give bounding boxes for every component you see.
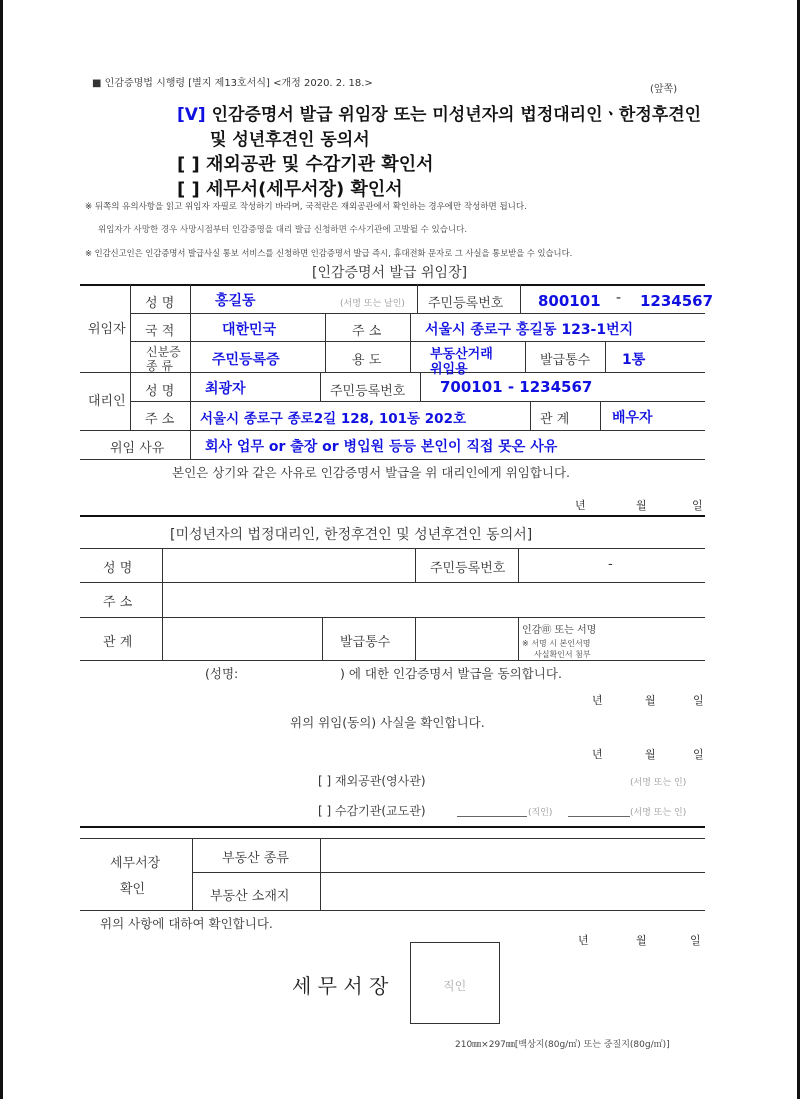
consent-relation-label: 관 계	[103, 635, 133, 650]
relation-value: 배우자	[612, 410, 653, 426]
copies-value: 1통	[622, 352, 646, 368]
consent-statement-prefix: (성명:	[205, 666, 239, 681]
row-divider	[192, 872, 705, 873]
form-reference: ■ 인감증명법 시행령 [별지 제13호서식] <개정 2020. 2. 18.>	[92, 78, 373, 89]
tax-day: 일	[690, 934, 701, 947]
reason-label: 위임 사유	[110, 441, 165, 456]
delegation-statement: 본인은 상기와 같은 사유로 인감증명서 발급을 위 대리인에게 위임합니다.	[172, 465, 571, 480]
address-label: 주 소	[352, 324, 382, 339]
delegation-day: 일	[692, 499, 703, 512]
prison-sign-line	[568, 816, 630, 817]
agent-label: 대리인	[88, 394, 126, 409]
relation-label: 관 계	[540, 412, 570, 427]
col-divider	[600, 401, 601, 430]
confirm-month: 월	[645, 748, 656, 761]
confirm-year: 년	[592, 748, 603, 761]
agent-name: 최광자	[205, 381, 246, 397]
embassy-checkbox-label: [ ] 재외공관(영사관)	[318, 774, 426, 788]
copies-label: 발급통수	[540, 353, 591, 368]
prison-name-line	[457, 816, 527, 817]
col-divider	[325, 313, 326, 372]
nationality-label: 국 적	[145, 324, 175, 339]
title1-checkbox: [V]	[177, 105, 206, 125]
paper-spec: 210㎜×297㎜[백상지(80g/㎡) 또는 중질지(80g/㎡)]	[455, 1040, 670, 1050]
row-divider	[80, 910, 705, 911]
title2-text: 재외공관 및 수감기관 확인서	[206, 154, 434, 175]
embassy-sign-hint: (서명 또는 인)	[630, 778, 687, 788]
col-divider	[322, 617, 323, 660]
col-divider	[190, 430, 191, 459]
seal-note-2: 사실확인서 첨부	[534, 650, 591, 659]
row-divider	[80, 548, 705, 549]
property-location-label: 부동산 소재지	[210, 889, 290, 904]
tax-month: 월	[636, 934, 647, 947]
official-seal-box	[410, 942, 500, 1024]
tax-year: 년	[578, 934, 589, 947]
seal-label: 인감㊞ 또는 서명	[522, 625, 597, 636]
consent-month: 월	[645, 694, 656, 707]
title-line1b: 및 성년후견인 동의서	[210, 130, 370, 150]
col-divider	[605, 341, 606, 372]
consent-rrn-label: 주민등록번호	[430, 561, 506, 576]
agent-name-label: 성 명	[145, 384, 175, 399]
row-divider	[130, 401, 705, 402]
nationality-value: 대한민국	[222, 322, 277, 338]
delegator-label: 위임자	[88, 322, 126, 337]
col-divider	[415, 617, 416, 660]
row-divider	[80, 430, 705, 431]
agent-rrn-label: 주민등록번호	[330, 384, 406, 399]
col-divider	[320, 838, 321, 910]
agent-address: 서울시 종로구 종로2길 128, 101동 202호	[200, 411, 467, 427]
confirm-statement: 위의 위임(동의) 사실을 확인합니다.	[290, 715, 485, 730]
address-value: 서울시 종로구 홍길동 123-1번지	[425, 322, 634, 338]
delegator-name: 홍길동	[215, 293, 256, 309]
row-divider	[80, 459, 705, 460]
purpose-label: 용 도	[352, 353, 382, 368]
col-divider	[190, 284, 191, 430]
page-side: (앞쪽)	[650, 84, 678, 95]
col-divider	[410, 313, 411, 372]
title-line3	[177, 175, 403, 201]
title-line2	[177, 150, 433, 176]
purpose-value-2: 위임용	[430, 362, 468, 377]
seal-note-1: ※ 서명 시 본인서명	[522, 639, 591, 648]
rrn-dash: -	[616, 290, 622, 306]
title1-text: 인감증명서 발급 위임장 또는 미성년자의 법정대리인ㆍ한정후견인	[211, 105, 702, 125]
property-type-label: 부동산 종류	[222, 851, 289, 866]
table-top-border	[80, 284, 705, 286]
title3-checkbox: [ ]	[177, 179, 200, 200]
col-divider	[518, 548, 519, 582]
consent-rrn-dash: -	[608, 557, 613, 572]
delegation-year: 년	[575, 499, 586, 512]
name-label: 성 명	[145, 296, 175, 311]
section-divider	[80, 515, 705, 517]
title-line1	[177, 100, 701, 125]
col-divider	[320, 372, 321, 401]
rrn-back: 1234567	[640, 292, 714, 310]
note-1: ※ 뒤쪽의 유의사항을 읽고 위임자 자필로 작성하기 바라며, 국적란은 재외공관에서 확인하는 경우에만 작성하면 됩니다.	[85, 202, 527, 212]
consent-copies-label: 발급통수	[340, 635, 391, 650]
col-divider	[420, 372, 421, 401]
prison-checkbox-label: [ ] 수감기관(교도관)	[318, 804, 426, 818]
consent-year: 년	[592, 694, 603, 707]
consent-name-label: 성 명	[103, 561, 133, 576]
row-divider	[130, 313, 705, 314]
tax-label-1: 세무서장	[110, 856, 161, 871]
rrn-label: 주민등록번호	[428, 296, 504, 311]
reason-value: 회사 업무 or 출장 or 병입원 등등 본인이 직접 못온 사유	[205, 439, 558, 455]
note-2: 위임자가 사망한 경우 사망시점부터 인감증명을 대리 발급 신청하면 수사기관에 고발될 수 있습니다.	[98, 225, 468, 235]
row-divider	[130, 341, 705, 342]
tax-office-head: 세 무 서 장	[292, 974, 389, 998]
note-3: ※ 인감신고인은 인감증명서 발급사실 통보 서비스를 신청하면 인감증명서 발급 즉시, 휴대전화 문자로 그 사실을 통보받을 수 있습니다.	[85, 248, 573, 258]
row-divider	[80, 660, 705, 661]
consent-section-title: [미성년자의 법정대리인, 한정후견인 및 성년후견인 동의서]	[170, 527, 533, 543]
row-divider	[80, 838, 705, 839]
consent-address-label: 주 소	[103, 595, 133, 610]
official-seal-label: 직인	[443, 979, 467, 993]
col-divider	[525, 341, 526, 372]
col-divider	[417, 284, 418, 313]
tax-statement: 위의 사항에 대하여 확인합니다.	[100, 916, 273, 931]
tax-label-2: 확인	[120, 882, 146, 897]
row-divider	[80, 372, 705, 373]
sign-hint: (서명 또는 날인)	[340, 299, 405, 309]
col-divider	[518, 617, 519, 660]
consent-statement-suffix: ) 에 대한 인감증명서 발급을 동의합니다.	[340, 666, 562, 681]
delegation-month: 월	[636, 499, 647, 512]
col-divider	[520, 284, 521, 313]
rrn-front: 800101	[538, 292, 601, 310]
agent-rrn: 700101 - 1234567	[440, 378, 593, 396]
prison-position-hint: (직인)	[528, 808, 553, 818]
col-divider	[162, 548, 163, 660]
id-type-value: 주민등록증	[212, 352, 280, 368]
col-divider	[415, 548, 416, 582]
col-divider	[130, 284, 131, 430]
row-divider	[80, 617, 705, 618]
delegation-section-title: [인감증명서 발급 위임장]	[312, 265, 468, 281]
prison-sign-hint: (서명 또는 인)	[630, 808, 687, 818]
section-divider	[80, 826, 705, 828]
consent-day: 일	[693, 694, 704, 707]
purpose-value-1: 부동산거래	[430, 347, 493, 362]
id-type-label-2: 종 류	[146, 359, 173, 373]
col-divider	[192, 838, 193, 910]
id-type-label-1: 신분증	[146, 345, 181, 359]
agent-address-label: 주 소	[145, 412, 175, 427]
title3-text: 세무서(세무서장) 확인서	[206, 179, 403, 200]
confirm-day: 일	[693, 748, 704, 761]
row-divider	[80, 582, 705, 583]
title2-checkbox: [ ]	[177, 154, 200, 175]
col-divider	[530, 401, 531, 430]
